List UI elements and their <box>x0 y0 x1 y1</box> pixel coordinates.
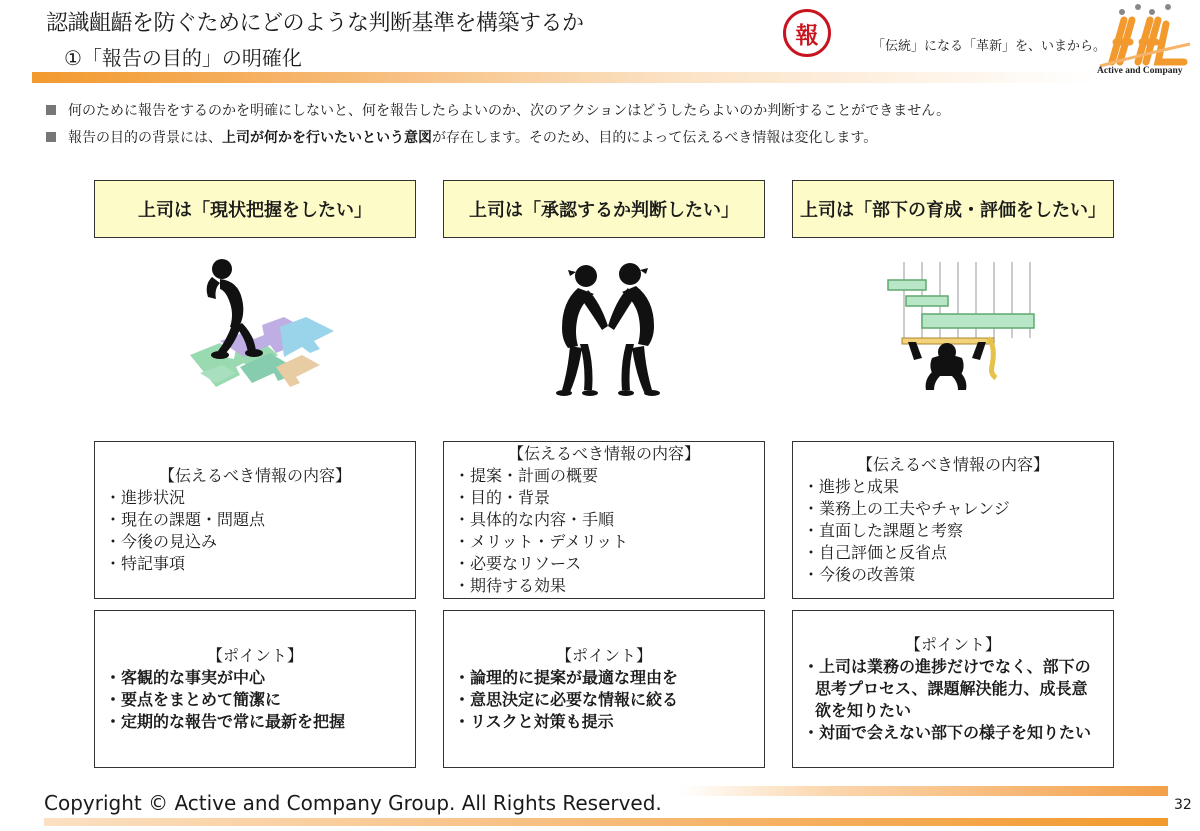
info-item: ・自己評価と反省点 <box>803 543 948 562</box>
info-item: ・進捗と成果 <box>803 477 900 496</box>
column-heading-development: 上司は「部下の育成・評価をしたい」 <box>792 180 1114 238</box>
info-item: ・特記事項 <box>105 554 186 573</box>
info-item: ・具体的な内容・手順 <box>454 510 615 529</box>
tagline: 「伝統」になる「革新」を、いまから。 <box>872 39 1107 54</box>
point-box-approval <box>443 610 765 768</box>
point-item: ・リスクと対策も提示 <box>454 712 614 731</box>
info-item: ・メリット・デメリット <box>454 532 629 551</box>
point-item: ・定期的な報告で常に最新を把握 <box>105 712 346 731</box>
point-heading: 【ポイント】 <box>555 646 652 665</box>
info-item: ・進捗状況 <box>105 488 186 507</box>
puzzle-thinker-icon <box>180 255 340 410</box>
info-item: ・業務上の工夫やチャレンジ <box>803 499 1010 518</box>
page-number: 32 <box>1174 797 1192 813</box>
intro-bullet-prefix: 報告の目的の背景には、 <box>68 130 222 146</box>
copyright: Copyright © Active and Company Group. All Rights Reserved. <box>44 791 662 815</box>
point-heading: 【ポイント】 <box>904 635 1001 654</box>
info-item: ・目的・背景 <box>454 488 551 507</box>
info-box-development <box>792 441 1114 599</box>
point-item: ・論理的に提案が最適な理由を <box>454 668 679 687</box>
page-subtitle: ①「報告の目的」の明確化 <box>64 46 302 70</box>
logo-text: Active and Company <box>1097 66 1183 76</box>
info-item: ・今後の改善策 <box>803 565 916 584</box>
info-item: ・必要なリソース <box>454 554 582 573</box>
info-box-approval <box>443 441 765 599</box>
info-item: ・現在の課題・問題点 <box>105 510 266 529</box>
title-underline-bar <box>32 72 1098 83</box>
page-title: 認識齟齬を防ぐためにどのような判断基準を構築するか <box>46 11 584 36</box>
point-item: ・意思決定に必要な情報に絞る <box>454 690 679 709</box>
square-bullet-icon <box>46 105 56 115</box>
info-item: ・期待する効果 <box>454 576 567 595</box>
point-item: ・要点をまとめて簡潔に <box>105 690 282 709</box>
intro-bullet-suffix: が存在します。そのため、目的によって伝えるべき情報は変化します。 <box>432 130 878 146</box>
report-stamp: 報 <box>783 9 831 57</box>
point-box-status <box>94 610 416 768</box>
info-item: ・提案・計画の概要 <box>454 466 599 485</box>
intro-bullet-text: 何のために報告をするのかを明確にしないと、何を報告したらよいのか、次のアクションはどうしたらよいのか判断することができません。 <box>68 103 951 119</box>
info-heading: 【伝えるべき情報の内容】 <box>158 466 351 485</box>
point-item: ・客観的な事実が中心 <box>105 668 266 687</box>
info-item: ・今後の見込み <box>105 532 218 551</box>
point-item: ・対面で会えない部下の様子を知りたい <box>803 723 1092 742</box>
point-item: ・上司は業務の進捗だけでなく、部下の思考プロセス、課題解決能力、成長意欲を知りたい <box>803 657 1091 720</box>
info-item: ・直面した課題と考察 <box>803 521 964 540</box>
info-box-status <box>94 441 416 599</box>
intro-bullet-2 <box>46 127 877 147</box>
square-bullet-icon <box>46 132 56 142</box>
intro-bullet-1 <box>46 100 950 120</box>
point-box-development <box>792 610 1114 768</box>
handshake-icon <box>550 262 665 402</box>
intro-bullet-emphasis: 上司が何かを行いたいという意図 <box>222 130 432 146</box>
column-heading-approval: 上司は「承認するか判断したい」 <box>443 180 765 238</box>
footer-bar-top <box>680 786 1168 796</box>
footer-bar-bottom <box>44 818 1168 826</box>
info-heading: 【伝えるべき情報の内容】 <box>856 455 1049 474</box>
info-heading: 【伝えるべき情報の内容】 <box>507 444 700 463</box>
column-heading-status: 上司は「現状把握をしたい」 <box>94 180 416 238</box>
point-heading: 【ポイント】 <box>206 646 303 665</box>
gantt-lifter-icon <box>884 262 1039 392</box>
